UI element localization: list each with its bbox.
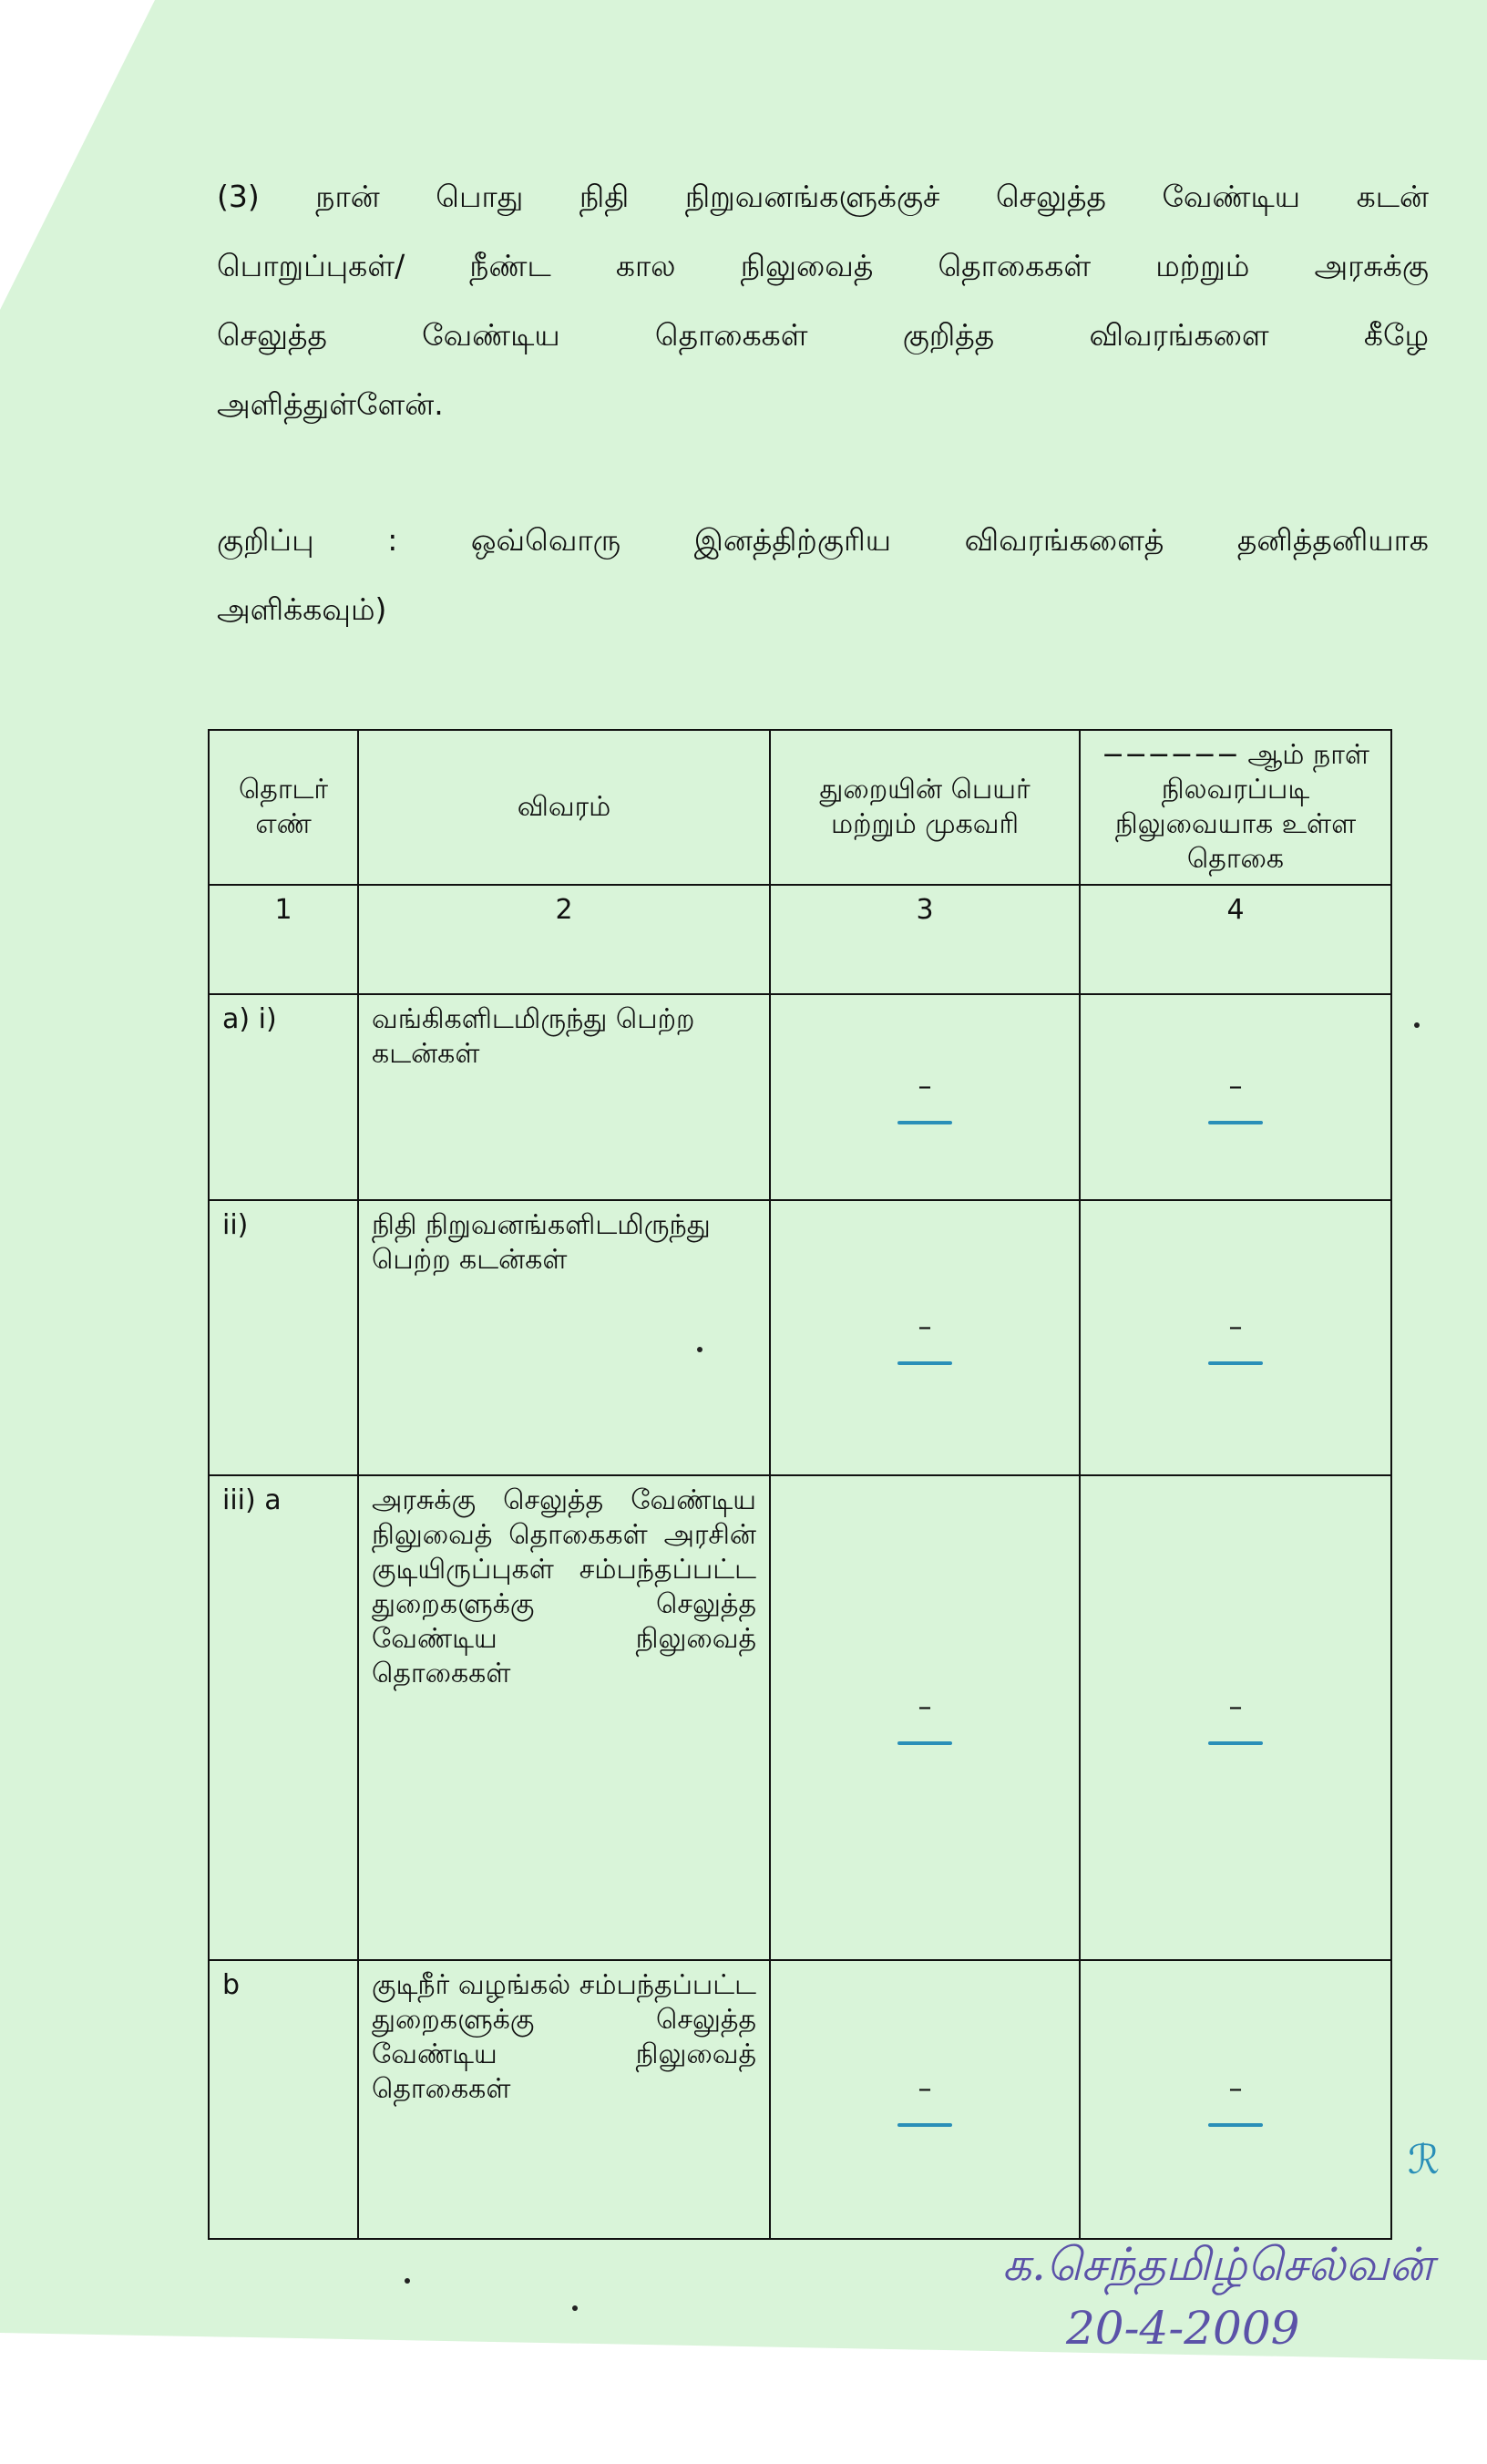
pen-mark xyxy=(897,2123,952,2127)
row-detail: குடிநீர் வழங்கல் சம்பந்தப்பட்ட துறைகளுக்கு செலுத்த வேண்டிய நிலுவைத் தொகைகள் xyxy=(358,1960,770,2239)
pen-mark xyxy=(897,1361,952,1365)
column-number: 2 xyxy=(358,885,770,994)
column-number: 3 xyxy=(770,885,1080,994)
column-number: 1 xyxy=(209,885,358,994)
signature-name: க.செந்தமிழ்செல்வன் xyxy=(1002,2238,1434,2291)
header-serial: தொடர் எண் xyxy=(209,730,358,885)
pen-mark xyxy=(897,1121,952,1124)
table-row xyxy=(209,1475,1391,1960)
row-serial: b xyxy=(209,1960,358,2239)
row-amount: – xyxy=(1080,1200,1391,1475)
table-row xyxy=(209,1960,1391,2239)
row-amount: – xyxy=(1080,1475,1391,1960)
margin-initial-mark: ℛ xyxy=(1408,2137,1441,2183)
table-row xyxy=(209,1200,1391,1475)
note-line-1: குறிப்பு : ஒவ்வொரு இனத்திற்குரிய விவரங்களைத் தனித்தனியாக xyxy=(217,522,1429,558)
row-department: – xyxy=(770,994,1080,1200)
row-department: – xyxy=(770,1960,1080,2239)
speck xyxy=(572,2305,578,2311)
speck xyxy=(697,1347,702,1352)
liabilities-table xyxy=(208,729,1392,2240)
signature-date: 20-4-2009 xyxy=(1066,2302,1300,2355)
column-number-row xyxy=(209,885,1391,994)
header-detail: விவரம் xyxy=(358,730,770,885)
row-department: – xyxy=(770,1200,1080,1475)
pen-mark xyxy=(897,1741,952,1745)
note-line-2: அளிக்கவும்) xyxy=(217,591,387,627)
header-row xyxy=(209,730,1391,885)
intro-line-2: பொறுப்புகள்/ நீண்ட கால நிலுவைத் தொகைகள் மற்றும் அரசுக்கு xyxy=(217,248,1429,283)
handwritten-signature xyxy=(1002,2233,1476,2360)
row-amount: – xyxy=(1080,994,1391,1200)
row-detail: அரசுக்கு செலுத்த வேண்டிய நிலுவைத் தொகைகள் அரசின் குடியிருப்புகள் சம்பந்தப்பட்ட துறைகளுக்கு செலுத்த வேண்டிய நிலுவைத் தொகைகள் xyxy=(358,1475,770,1960)
row-serial: a) i) xyxy=(209,994,358,1200)
table-row xyxy=(209,994,1391,1200)
header-department: துறையின் பெயர் மற்றும் முகவரி xyxy=(770,730,1080,885)
row-detail: நிதி நிறுவனங்களிடமிருந்து பெற்ற கடன்கள் xyxy=(358,1200,770,1475)
pen-mark xyxy=(1208,1361,1263,1365)
row-department: – xyxy=(770,1475,1080,1960)
row-serial: iii) a xyxy=(209,1475,358,1960)
speck xyxy=(1414,1022,1420,1028)
intro-line-3: செலுத்த வேண்டிய தொகைகள் குறித்த விவரங்களை கீழே xyxy=(217,317,1429,353)
pen-mark xyxy=(1208,1121,1263,1124)
intro-line-4: அளித்துள்ளேன். xyxy=(217,386,444,422)
speck xyxy=(405,2278,410,2284)
column-number: 4 xyxy=(1080,885,1391,994)
header-amount: −−−−−− ஆம் நாள் நிலவரப்படி நிலுவையாக உள்ள தொகை xyxy=(1080,730,1391,885)
row-amount: – xyxy=(1080,1960,1391,2239)
pen-mark xyxy=(1208,1741,1263,1745)
intro-line-1: (3) நான் பொது நிதி நிறுவனங்களுக்குச் செலுத்த வேண்டிய கடன் xyxy=(217,179,1429,214)
pen-mark xyxy=(1208,2123,1263,2127)
row-serial: ii) xyxy=(209,1200,358,1475)
row-detail: வங்கிகளிடமிருந்து பெற்ற கடன்கள் xyxy=(358,994,770,1200)
